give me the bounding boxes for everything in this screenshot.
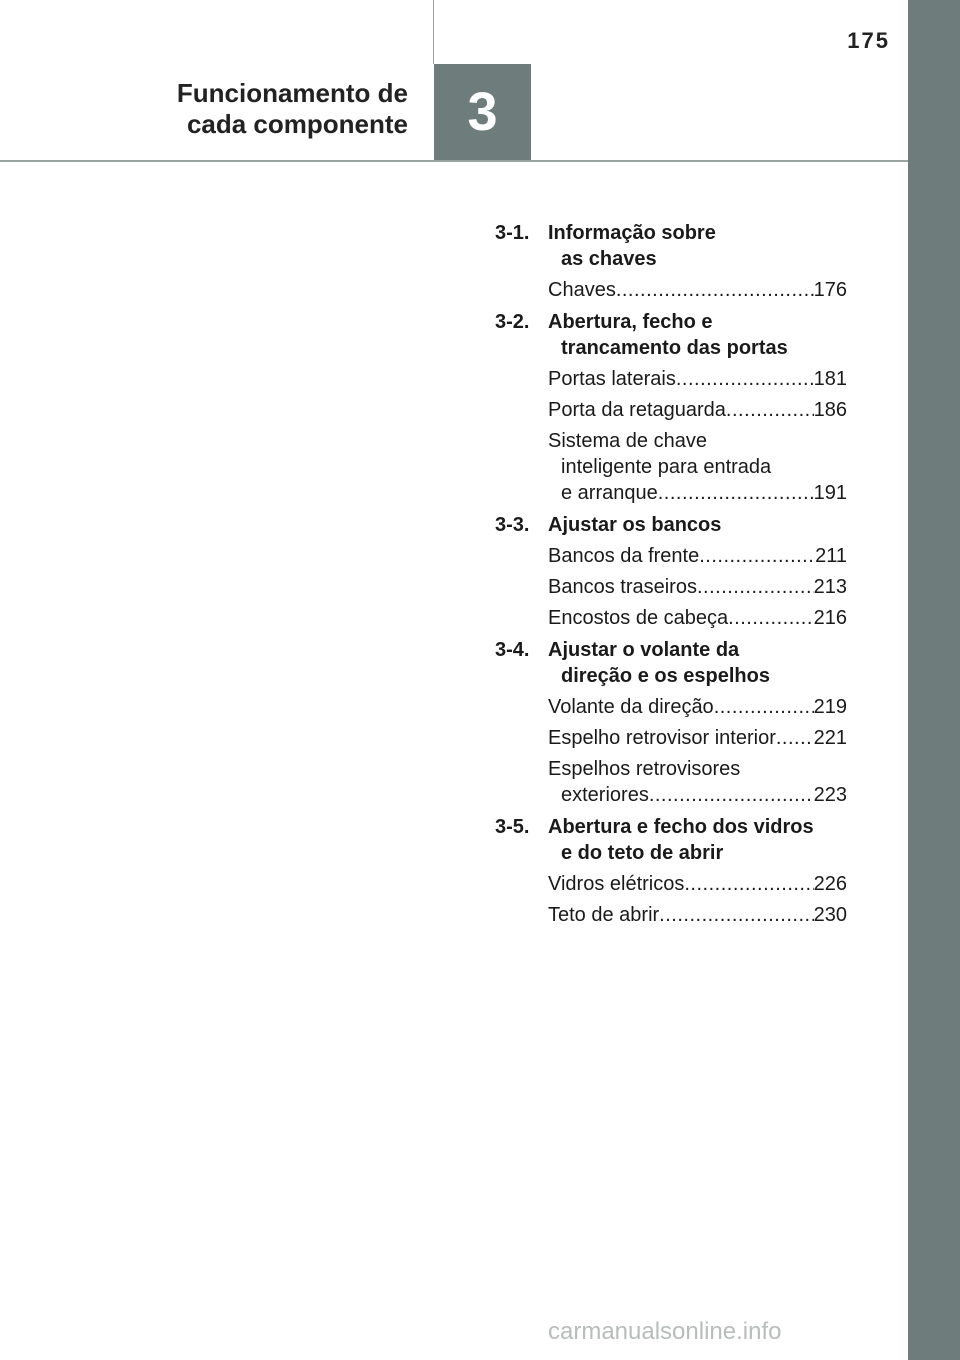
dot-leader: [649, 782, 814, 808]
section-number: 3-2.: [495, 311, 530, 333]
page-number: 175: [847, 28, 890, 53]
table-of-contents: [495, 220, 847, 934]
chapter-title-line1: Funcionamento de: [176, 78, 408, 108]
entry-text: Espelhos retrovisores: [548, 758, 741, 780]
section-heading[interactable]: [495, 637, 847, 689]
section-title-line: Abertura, fecho e: [548, 311, 713, 333]
chapter-side-tab: [908, 0, 960, 1360]
section-title-line: trancamento das portas: [561, 337, 788, 359]
chapter-title: [177, 78, 408, 140]
chapter-number-badge: 3: [434, 64, 531, 160]
section-title-line: Informação sobre: [548, 222, 716, 244]
entry-text: exteriores: [561, 784, 649, 806]
toc-entry[interactable]: [548, 605, 847, 631]
section-title-line: e do teto de abrir: [561, 842, 724, 864]
toc-entry[interactable]: [548, 902, 847, 928]
section-heading[interactable]: [495, 220, 847, 272]
section-heading[interactable]: [495, 814, 847, 866]
entry-page-number: 176: [813, 279, 847, 301]
dot-leader: [659, 902, 813, 928]
section-title-line: as chaves: [561, 248, 657, 270]
entry-text: Portas laterais: [548, 368, 676, 390]
header-divider-horizontal: [0, 160, 908, 162]
toc-entry[interactable]: [548, 756, 847, 808]
entry-page-number: 226: [813, 873, 847, 895]
entry-page-number: 181: [813, 368, 847, 390]
entry-text: Teto de abrir: [548, 904, 660, 926]
section-title: [548, 309, 847, 361]
dot-leader: [658, 480, 814, 506]
toc-entry[interactable]: [548, 574, 847, 600]
dot-leader: [676, 366, 814, 392]
dot-leader: [697, 574, 814, 600]
toc-entry[interactable]: [548, 725, 847, 751]
entry-text: Bancos traseiros: [548, 576, 697, 598]
entry-page-number: 223: [813, 784, 847, 806]
toc-entry[interactable]: [548, 694, 847, 720]
toc-entry[interactable]: [548, 428, 847, 506]
toc-section: [495, 814, 847, 928]
entry-text: Volante da direção: [548, 696, 714, 718]
toc-entry[interactable]: [548, 366, 847, 392]
toc-entry[interactable]: [548, 277, 847, 303]
entry-text: inteligente para entrada: [561, 456, 772, 478]
entry-text: Chaves: [548, 279, 616, 301]
toc-section: [495, 309, 847, 506]
toc-section: [495, 512, 847, 631]
toc-entry[interactable]: [548, 871, 847, 897]
dot-leader: [776, 725, 814, 751]
section-title: [548, 220, 847, 272]
dot-leader: [684, 871, 813, 897]
section-number: 3-4.: [495, 639, 530, 661]
dot-leader: [728, 605, 814, 631]
section-heading[interactable]: [495, 512, 847, 538]
entry-page-number: 213: [813, 576, 847, 598]
entry-page-number: 219: [813, 696, 847, 718]
section-heading[interactable]: [495, 309, 847, 361]
entry-text: Bancos da frente: [548, 545, 700, 567]
entry-page-number: 186: [813, 399, 847, 421]
entry-text: Sistema de chave: [548, 430, 707, 452]
section-title: [548, 814, 847, 866]
entry-page-number: 221: [813, 727, 847, 749]
dot-leader: [726, 397, 814, 423]
section-title: [548, 637, 847, 689]
section-number: 3-1.: [495, 222, 530, 244]
toc-section: [495, 637, 847, 808]
section-title-line: direção e os espelhos: [561, 665, 770, 687]
entry-page-number: 216: [813, 607, 847, 629]
dot-leader: [714, 694, 814, 720]
entry-text: Porta da retaguarda: [548, 399, 726, 421]
toc-section: [495, 220, 847, 303]
entry-text: e arranque: [561, 482, 658, 504]
watermark: carmanualsonline.info: [548, 1318, 782, 1345]
toc-entry[interactable]: [548, 543, 847, 569]
toc-entry[interactable]: [548, 397, 847, 423]
entry-page-number: 191: [813, 482, 847, 504]
section-number: 3-5.: [495, 816, 530, 838]
section-title-line: Abertura e fecho dos vidros: [548, 816, 814, 838]
section-title-line: Ajustar o volante da: [548, 639, 740, 661]
entry-text: Espelho retrovisor interior: [548, 727, 776, 749]
dot-leader: [699, 543, 815, 569]
section-number: 3-3.: [495, 514, 530, 536]
header-divider-vertical: [433, 0, 434, 64]
entry-page-number: 211: [815, 545, 847, 567]
section-title-line: Ajustar os bancos: [548, 514, 722, 536]
entry-page-number: 230: [813, 904, 847, 926]
dot-leader: [616, 277, 814, 303]
section-title: [548, 512, 847, 538]
entry-text: Encostos de cabeça: [548, 607, 729, 629]
chapter-title-line2: cada componente: [186, 109, 408, 139]
entry-text: Vidros elétricos: [548, 873, 685, 895]
